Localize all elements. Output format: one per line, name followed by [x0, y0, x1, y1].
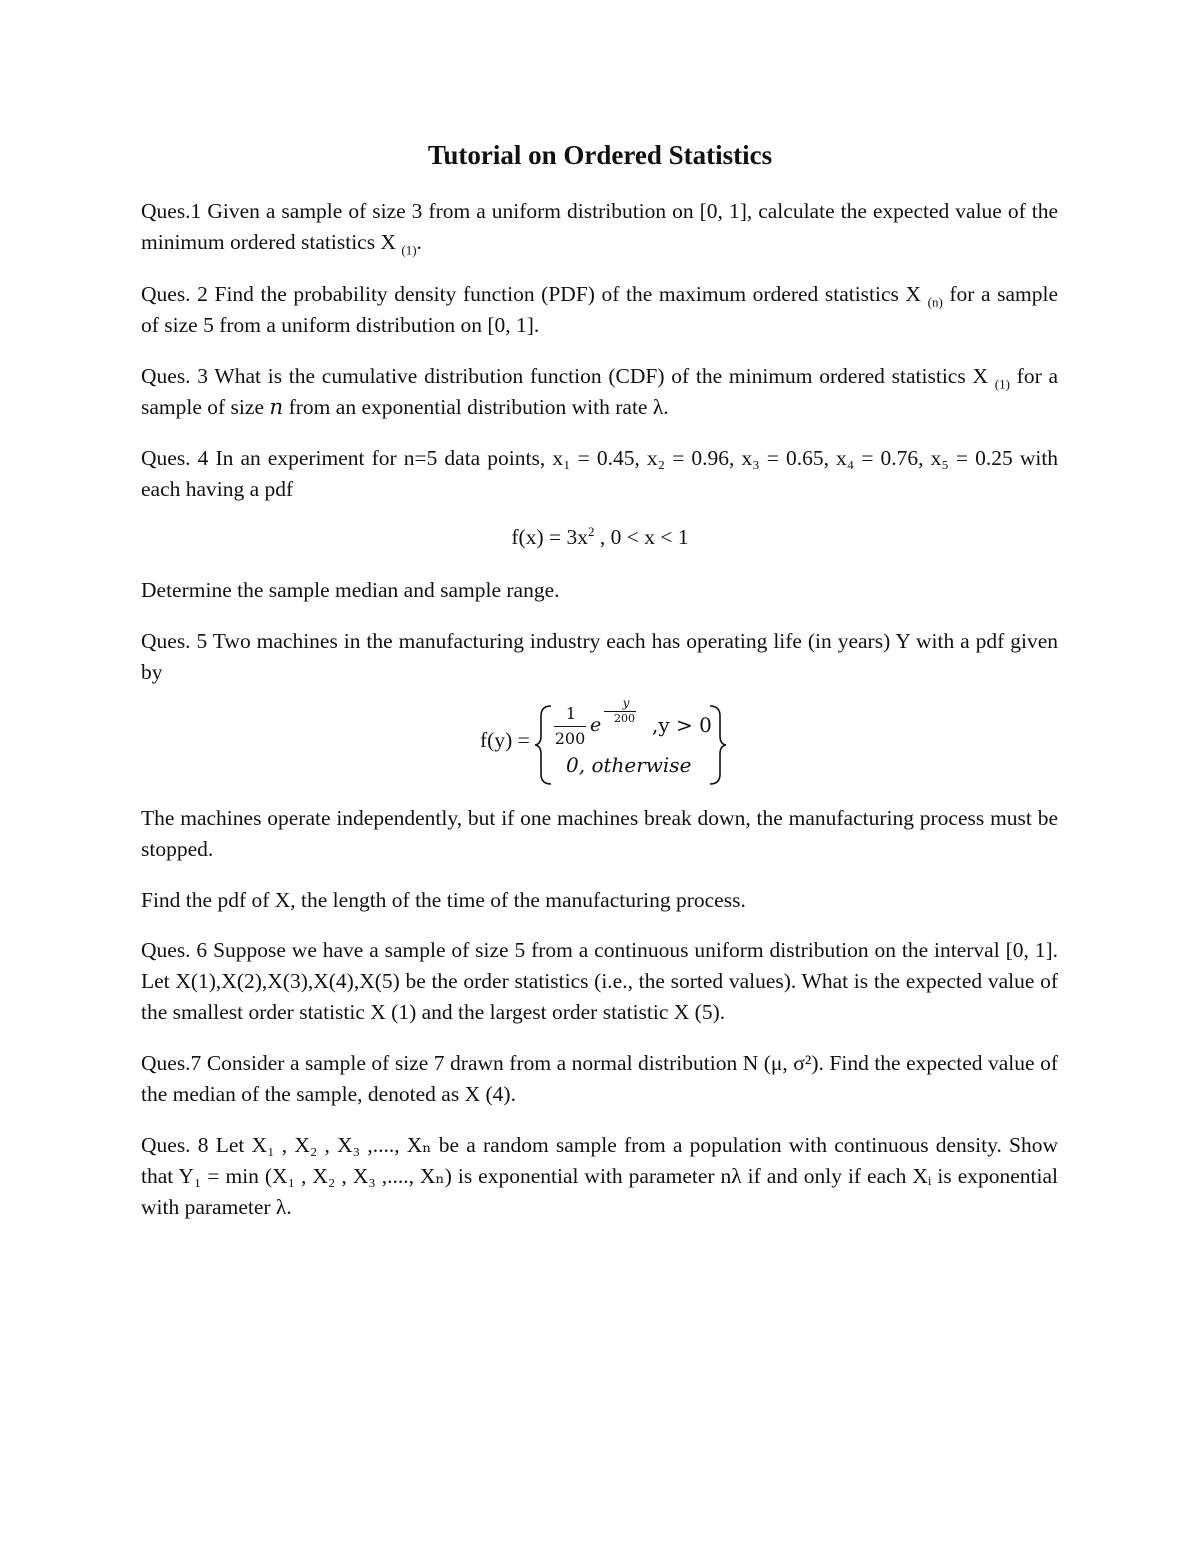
- question-1: [141, 196, 1058, 258]
- question-5-paragraph-3: Find the pdf of X, the length of the time of the manufacturing process.: [141, 888, 746, 912]
- exponent-denominator: 200: [614, 712, 635, 725]
- question-label: Ques. 2: [141, 282, 208, 306]
- question-2: [141, 279, 1058, 341]
- question-text-cont: with each having a pdf: [141, 446, 1059, 501]
- subscript: (1): [401, 242, 417, 258]
- fy-label: f(y) =: [480, 728, 530, 752]
- question-4-task: Determine the sample median and sample range.: [141, 578, 560, 602]
- piecewise-pdf-equation: [480, 696, 740, 790]
- fraction-numerator: 1: [565, 704, 577, 723]
- fraction-bar: [554, 726, 586, 727]
- question-text-cont: for a sample of size 5 from a uniform distribution on [0, 1].: [141, 282, 1059, 337]
- condition-1: ,y > 0: [652, 713, 712, 737]
- subscript: (1): [994, 376, 1010, 392]
- question-label: Ques.1: [141, 199, 202, 223]
- left-brace-icon: [535, 704, 555, 786]
- question-label: Ques. 6: [141, 938, 208, 962]
- pdf-equation-x: [0, 525, 1200, 550]
- right-brace-icon: [706, 704, 726, 786]
- question-text: What is the cumulative distribution function (CDF) of the minimum ordered statistics X: [214, 364, 988, 388]
- question-5: [141, 626, 1058, 688]
- question-label: Ques. 8: [141, 1133, 209, 1157]
- question-6: [141, 935, 1058, 1028]
- question-label: Ques.7: [141, 1051, 202, 1075]
- question-text-end: from an exponential distribution with rate λ.: [288, 395, 669, 419]
- exponent: 2: [587, 523, 595, 539]
- case-2: 0, otherwise: [566, 753, 692, 777]
- question-text: Find the probability density function (PDF) of the maximum ordered statistics X: [214, 282, 922, 306]
- equation-domain: , 0 < x < 1: [594, 525, 689, 549]
- question-text: Given a sample of size 3 from a uniform distribution on [0, 1], calculate the expected value of the minimum ordered statistics X: [141, 199, 1059, 254]
- data-points: x₁ = 0.45, x₂ = 0.96, x₃ = 0.65, x₄ = 0.76, x₅ = 0.25: [552, 446, 1013, 470]
- page-title: Tutorial on Ordered Statistics: [427, 140, 773, 170]
- fraction-denominator: 200: [554, 729, 586, 748]
- question-label: Ques. 5: [141, 629, 208, 653]
- equation-part: f(x) = 3x: [511, 525, 588, 549]
- exponent-numerator: y: [622, 696, 630, 710]
- question-5-paragraph-2: The machines operate independently, but if one machines break down, the manufacturing process must be stopped.: [141, 806, 1058, 861]
- question-text: Consider a sample of size 7 drawn from a normal distribution N (μ, σ²). Find the expected value of the median of the sample, denoted as X (4).: [141, 1051, 1058, 1106]
- question-8: [141, 1130, 1058, 1223]
- question-label: Ques. 3: [141, 364, 209, 388]
- question-text: Suppose we have a sample of size 5 from a continuous uniform distribution on the interval [0, 1]. Let X(1),X(2),X(3),X(4),X(5) be the order statistics (i.e., the sorted values). What is the expected value of the smallest order statistic X (1) and the largest order statistic X (5).: [141, 938, 1059, 1024]
- question-7: [141, 1048, 1058, 1110]
- subscript: (n): [927, 294, 943, 310]
- period: .: [416, 230, 422, 254]
- question-text: Let X₁ , X₂ , X₃ ,...., Xₙ be a random sample from a population with continuous density. Show that Y₁ = min (X₁ , X₂ , X₃ ,...., Xₙ) is exponential with parameter nλ if and only if each Xᵢ is exponential with parameter λ.: [141, 1133, 1059, 1219]
- question-text-cont: for a sample of size: [141, 364, 1059, 419]
- exp-base: e: [590, 714, 602, 736]
- question-text: In an experiment for n=5 data points,: [215, 446, 546, 470]
- question-text: Two machines in the manufacturing industry each has operating life (in years) Y with a pdf given by: [141, 629, 1058, 684]
- question-4: [141, 443, 1058, 505]
- variable-n: n: [269, 395, 284, 420]
- question-3: [141, 361, 1058, 423]
- question-label: Ques. 4: [141, 446, 209, 470]
